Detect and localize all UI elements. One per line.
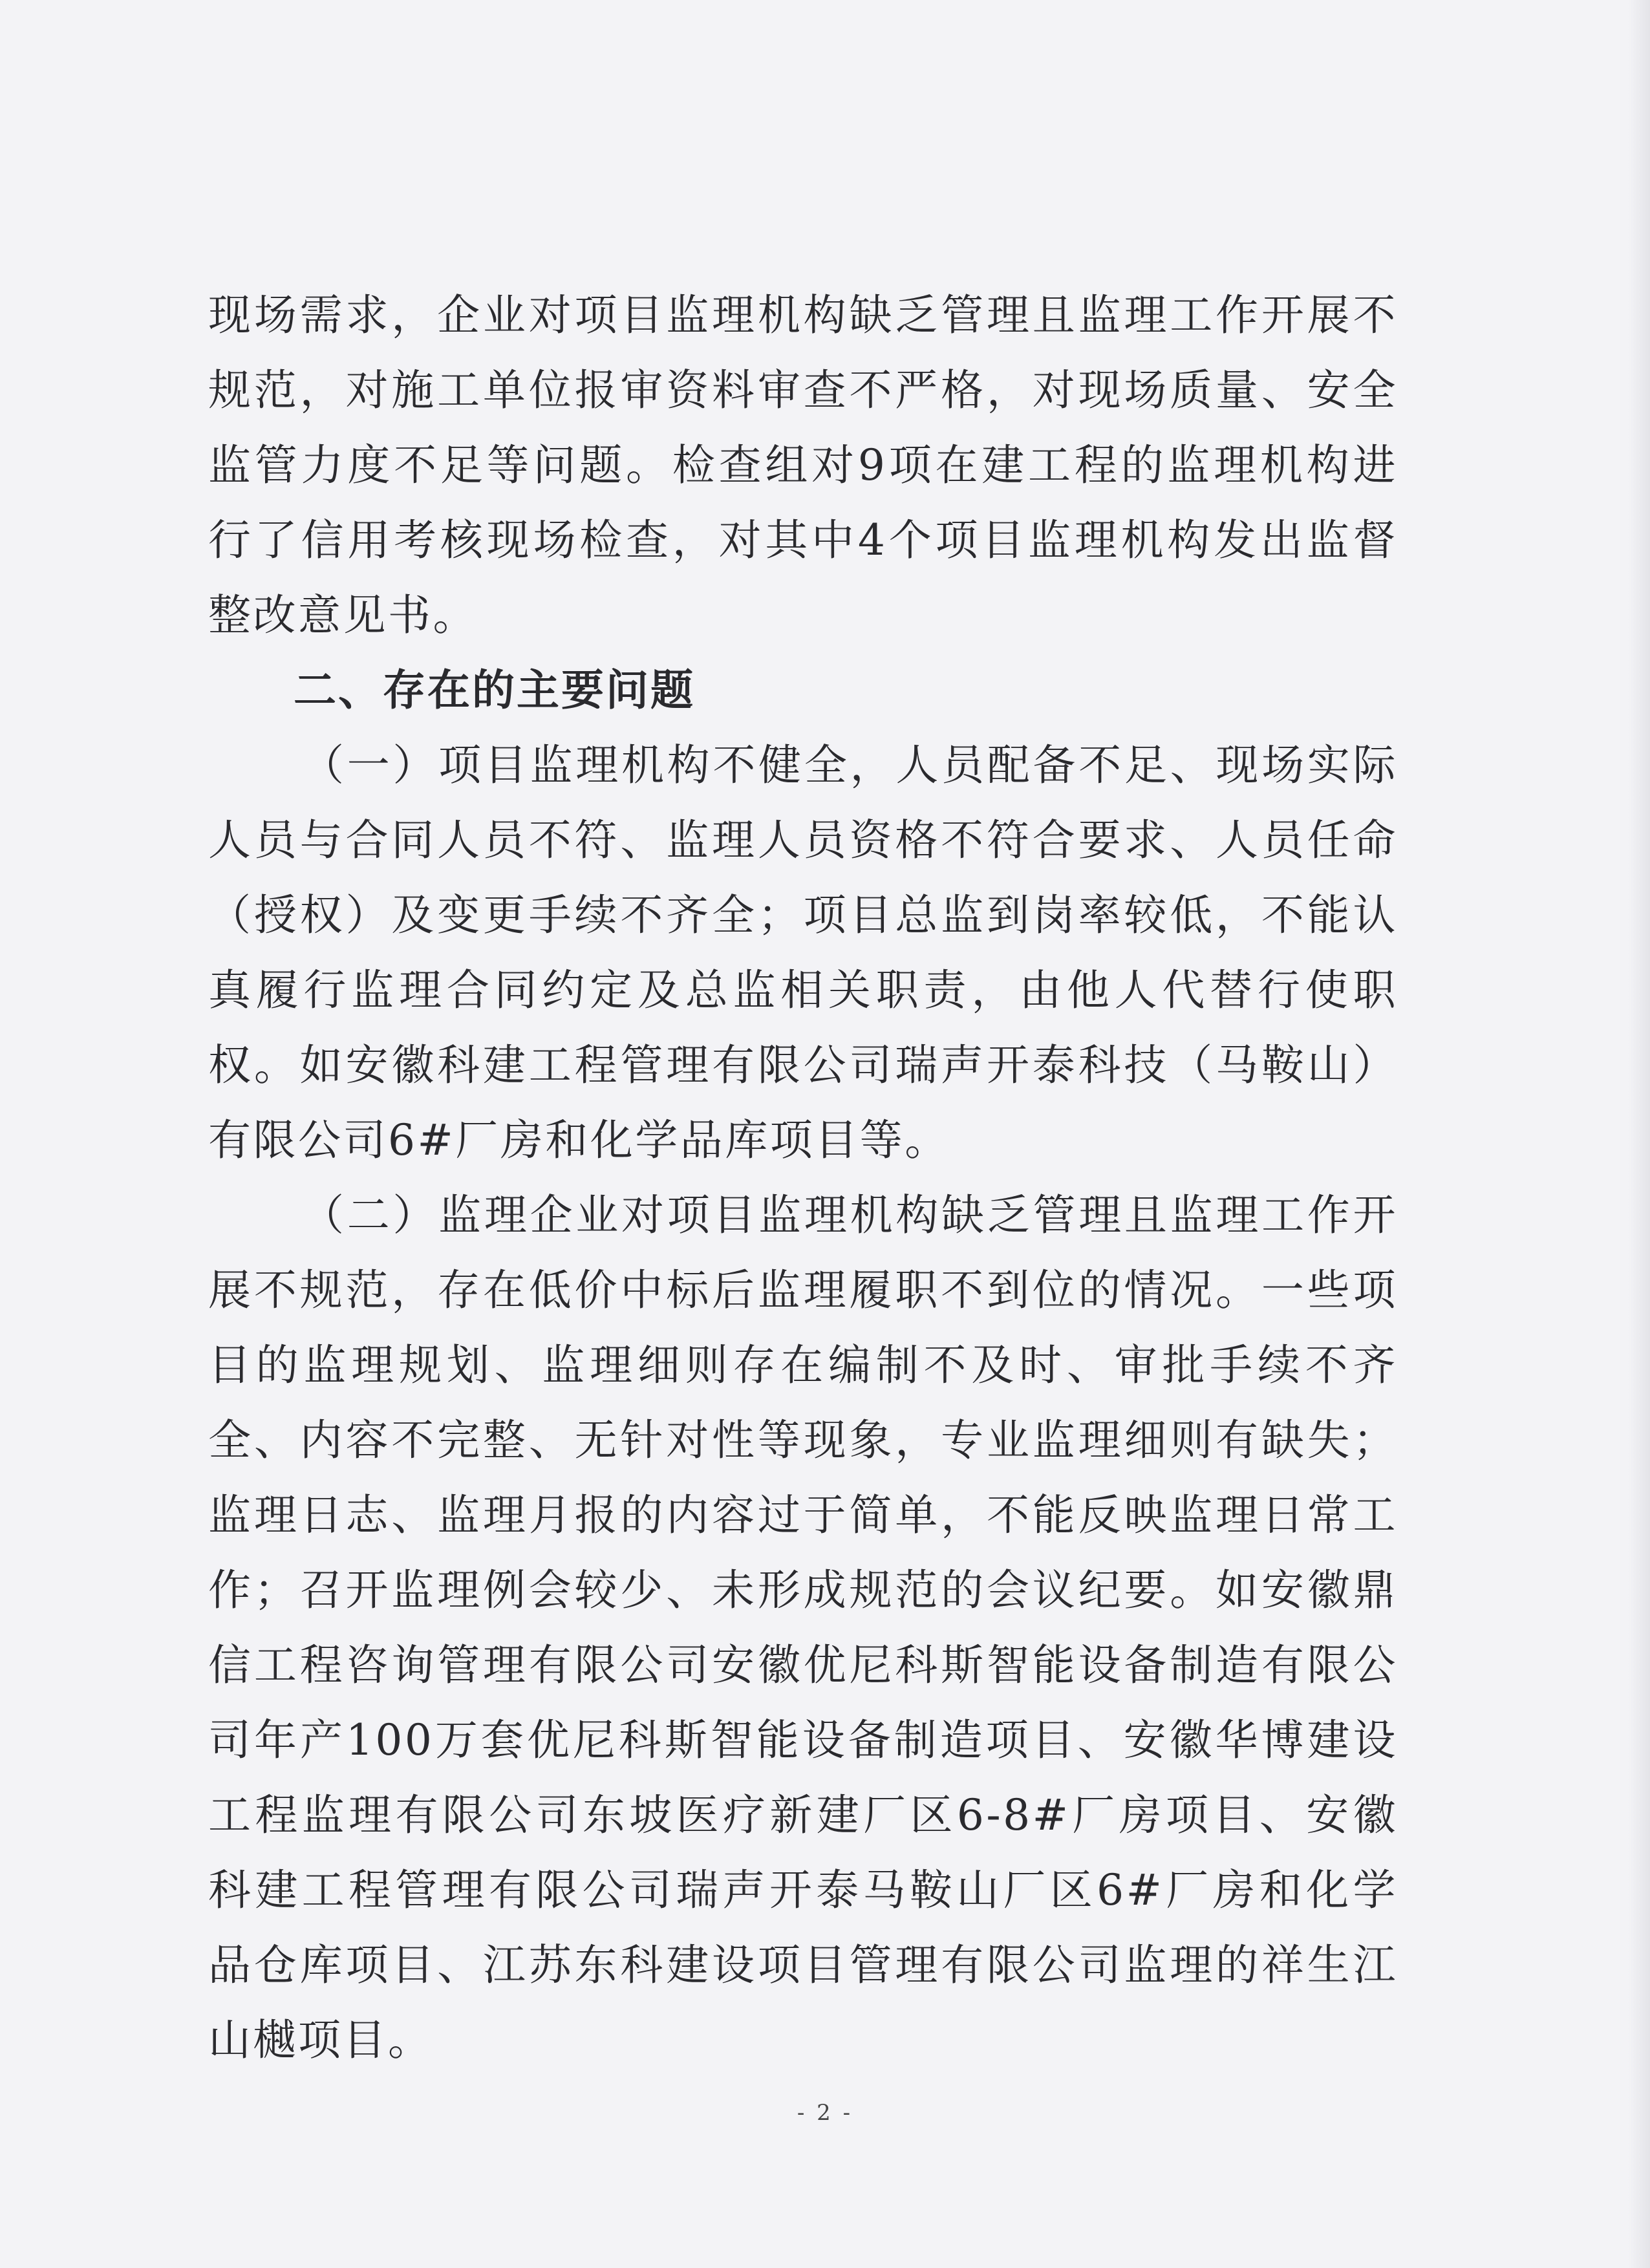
document-body <box>208 278 1398 2078</box>
section-heading: 二、存在的主要问题 <box>294 665 695 715</box>
paper-edge <box>1628 0 1650 2268</box>
page-number: - 2 - <box>797 2100 853 2126</box>
item-two-paragraph: （二）监理企业对项目监理机构缺乏管理且监理工作开展不规范，存在低价中标后监理履职不到位的情况。一些项目的监理规划、监理细则存在编制不及时、审批手续不齐全、内容不完整、无针对性等现象，专业监理细则有缺失；监理日志、监理月报的内容过于简单，不能反映监理日常工作；召开监理例会较少、未形成规范的会议纪要。如安徽鼎信工程咨询管理有限公司安徽优尼科斯智能设备制造有限公司年产100万套优尼科斯智能设备制造项目、安徽华博建设工程监理有限公司东坡医疗新建厂区6-8#厂房项目、安徽科建工程管理有限公司瑞声开泰马鞍山厂区6#厂房和化学品仓库项目、江苏东科建设项目管理有限公司监理的祥生江山樾项目。 <box>208 1190 1398 2065</box>
item-one-paragraph: （一）项目监理机构不健全，人员配备不足、现场实际人员与合同人员不符、监理人员资格不符合要求、人员任命（授权）及变更手续不齐全；项目总监到岗率较低，不能认真履行监理合同约定及总监相关职责，由他人代替行使职权。如安徽科建工程管理有限公司瑞声开泰科技（马鞍山）有限公司6#厂房和化学品库项目等。 <box>208 740 1398 1165</box>
intro-paragraph: 现场需求，企业对项目监理机构缺乏管理且监理工作开展不规范，对施工单位报审资料审查不严格，对现场质量、安全监管力度不足等问题。检查组对9项在建工程的监理机构进行了信用考核现场检查，对其中4个项目监理机构发出监督整改意见书。 <box>208 290 1398 640</box>
